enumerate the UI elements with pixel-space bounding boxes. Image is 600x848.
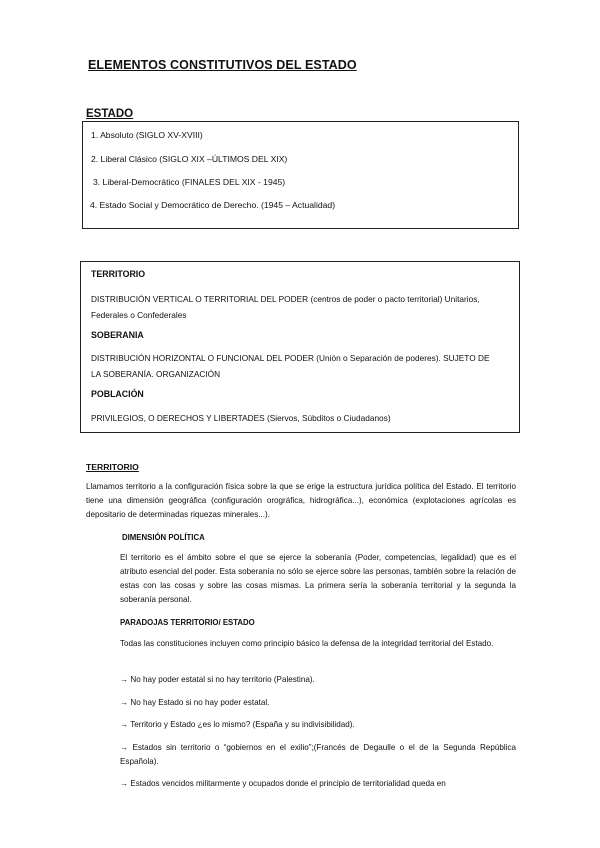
- paradoja-item: → No hay Estado si no hay poder estatal.: [120, 698, 270, 707]
- soberania-text: DISTRIBUCIÓN HORIZONTAL O FUNCIONAL DEL PODER (Unión o Separación de poderes). SUJETO DE LA SOBERANÍA. ORGANIZACIÓN: [91, 353, 490, 379]
- estado-item: 2. Liberal Clásico (SIGLO XIX –ÚLTIMOS DEL XIX): [91, 154, 288, 164]
- territorio-section-heading: TERRITORIO: [86, 462, 139, 472]
- elementos-box: [80, 261, 520, 433]
- poblacion-heading: POBLACIÓN: [91, 389, 144, 399]
- dimension-politica-paragraph: El territorio es el ámbito sobre el que se ejerce la soberanía (Poder, competencias, legalidad) que es el atributo esencial del poder. Esta soberanía no sólo se ejerce sobre las personas, también sobre la relación de estas con las cosas y sobre las cosas mismas. La primera sería la soberanía territorial y la segunda la soberanía personal.: [120, 553, 516, 604]
- dimension-politica-heading: DIMENSIÓN POLÍTICA: [122, 533, 205, 542]
- estado-heading: ESTADO: [86, 108, 134, 120]
- soberania-heading: SOBERANIA: [91, 330, 144, 340]
- paradoja-item: → Estados vencidos militarmente y ocupados donde el principio de territorialidad queda en: [120, 779, 446, 788]
- territorio-intro-paragraph: Llamamos territorio a la configuración física sobre la que se erige la estructura jurídica política del Estado. El territorio tiene una dimensión geográfica (configuración orográfica, hidrográfica...), económica (explotaciones agrícolas es depositario de determinadas riquezas minerales...).: [86, 482, 516, 519]
- paradoja-item: → Estados sin territorio o “gobiernos en el exilio”;(Francés de Degaulle o el de la Segunda República Española).: [120, 743, 516, 766]
- estado-item: 1. Absoluto (SIGLO XV-XVIII): [91, 130, 203, 140]
- document-title: ELEMENTOS CONSTITUTIVOS DEL ESTADO: [88, 58, 357, 72]
- estado-box: [82, 121, 519, 229]
- paradojas-heading: PARADOJAS TERRITORIO/ ESTADO: [120, 618, 255, 627]
- territorio-text: DISTRIBUCIÓN VERTICAL O TERRITORIAL DEL PODER (centros de poder o pacto territorial) Unitarios, Federales o Confederales: [91, 294, 480, 320]
- estado-item: 3. Liberal-Democrático (FINALES DEL XIX - 1945): [93, 177, 286, 187]
- territorio-heading: TERRITORIO: [91, 269, 146, 279]
- paradoja-item: → Territorio y Estado ¿es lo mismo? (España y su indivisibilidad).: [120, 720, 355, 729]
- estado-item: 4. Estado Social y Democrático de Derecho. (1945 – Actualidad): [90, 200, 336, 210]
- paradojas-paragraph: Todas las constituciones incluyen como principio básico la defensa de la integridad territorial del Estado.: [120, 639, 494, 648]
- poblacion-text: PRIVILEGIOS, O DERECHOS Y LIBERTADES (Siervos, Súbditos o Ciudadanos): [91, 413, 391, 423]
- paradoja-item: → No hay poder estatal si no hay territorio (Palestina).: [120, 675, 315, 684]
